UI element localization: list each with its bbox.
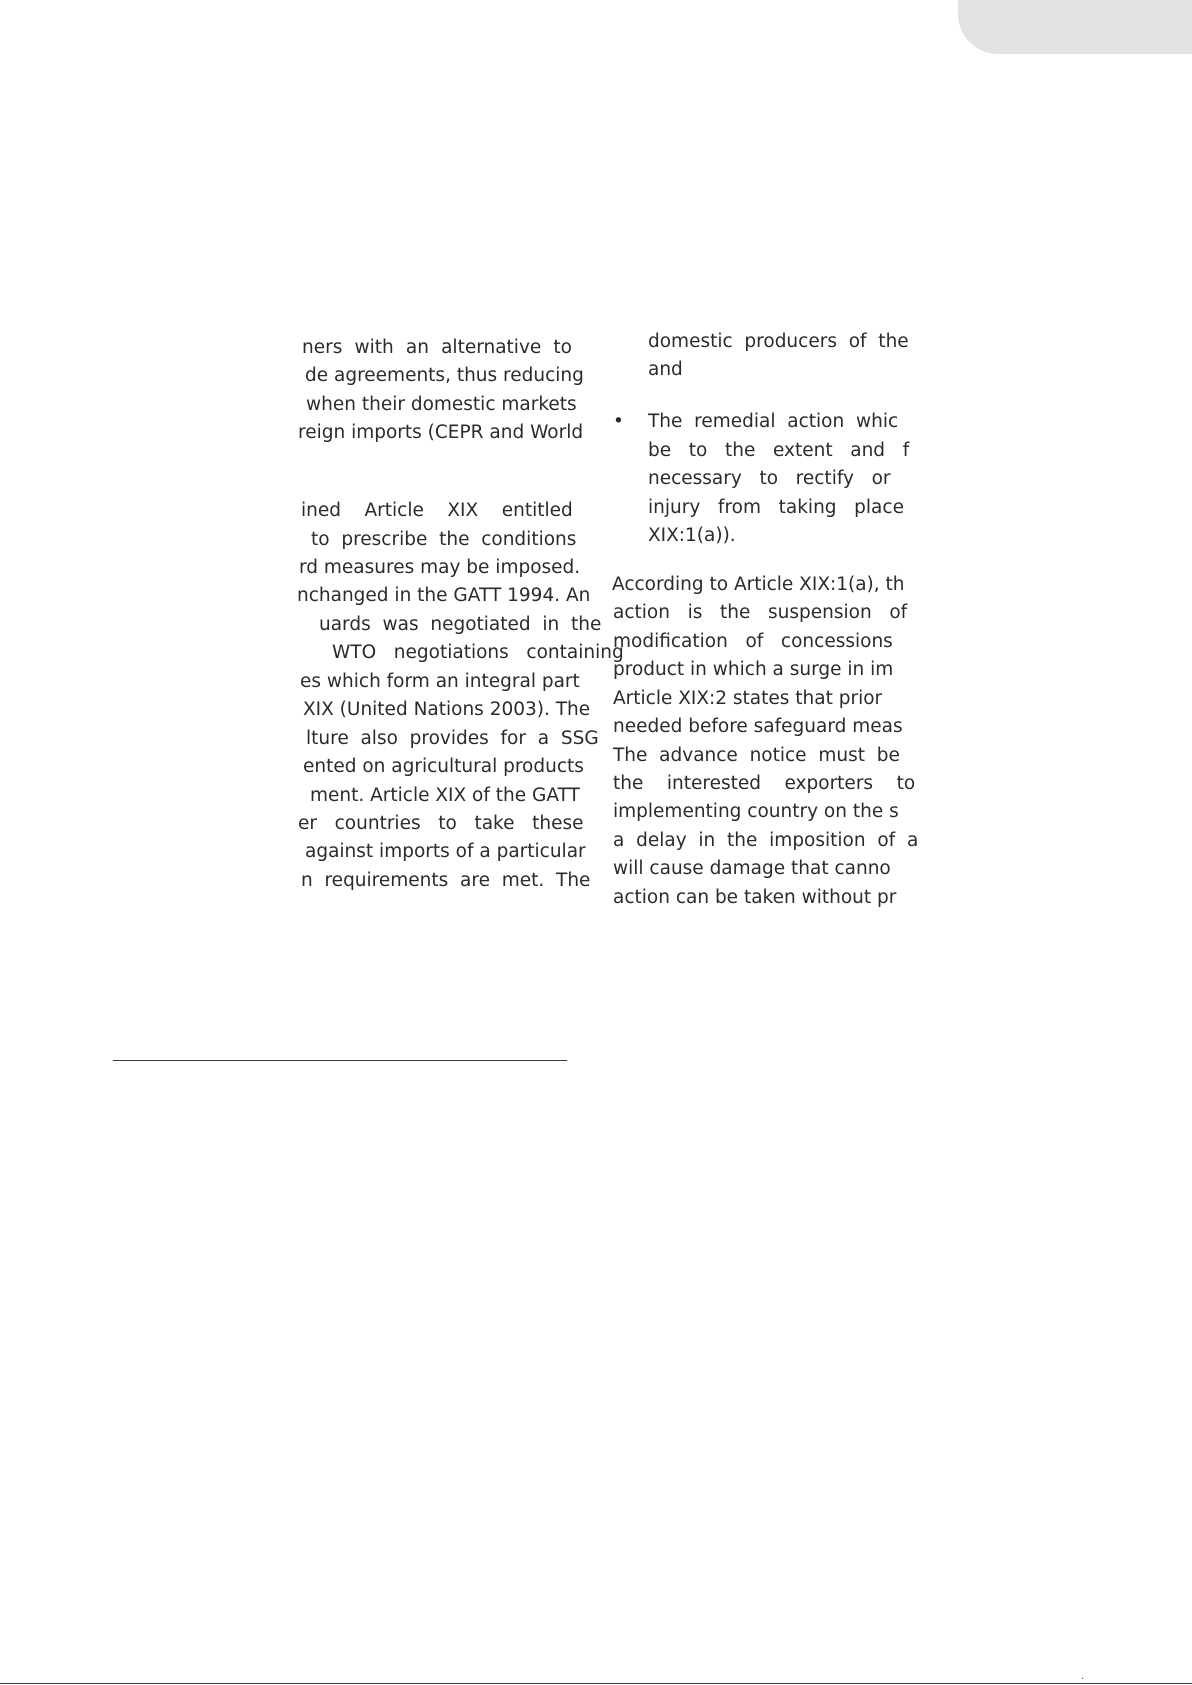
para-line-12: action can be taken without pr	[613, 887, 897, 908]
para-line-8: the interested exporters to	[613, 773, 916, 794]
para-line-11: will cause damage that canno	[613, 858, 891, 879]
left-line-8: nchanged in the GATT 1994. An	[297, 585, 591, 606]
left-line-11: es which form an integral part	[300, 671, 580, 692]
bullet-line-1: The remedial action whic	[648, 411, 899, 432]
bullet-line-5: XIX:1(a)).	[648, 525, 736, 546]
left-line-7: rd measures may be imposed.	[299, 557, 581, 578]
para-line-3: modification of concessions	[613, 631, 893, 652]
footnote-divider	[113, 1060, 567, 1061]
para-line-5: Article XIX:2 states that prior	[613, 688, 883, 709]
left-line-17: against imports of a particular	[305, 841, 586, 862]
bullet-line-4: injury from taking place	[648, 497, 904, 518]
para-line-10: a delay in the imposition of a	[613, 830, 919, 851]
left-line-1: ners with an alternative to	[302, 337, 572, 358]
para-line-7: The advance notice must be	[613, 745, 900, 766]
page-bottom-rule	[0, 1683, 1192, 1684]
left-line-9: uards was negotiated in the	[319, 614, 602, 635]
left-line-14: ented on agricultural products	[303, 756, 584, 777]
left-line-16: er countries to take these	[298, 813, 584, 834]
right-intro-line-2: and	[648, 359, 683, 380]
left-line-13: lture also provides for a SSG	[306, 728, 599, 749]
left-line-10: WTO negotiations containing	[332, 642, 624, 663]
left-line-4: reign imports (CEPR and World	[298, 422, 584, 443]
para-line-6: needed before safeguard meas	[613, 716, 903, 737]
left-line-6: to prescribe the conditions	[311, 529, 577, 550]
right-intro-line-1: domestic producers of the	[648, 331, 909, 352]
para-line-2: action is the suspension of	[613, 602, 908, 623]
corner-tab	[958, 0, 1192, 54]
para-line-9: implementing country on the s	[613, 801, 899, 822]
bullet-line-3: necessary to rectify or	[648, 468, 891, 489]
bullet-line-2: be to the extent and f	[648, 440, 910, 461]
left-line-3: when their domestic markets	[306, 394, 577, 415]
left-line-5: ined Article XIX entitled	[301, 500, 573, 521]
left-line-12: XIX (United Nations 2003). The	[303, 699, 591, 720]
para-line-4: product in which a surge in im	[613, 659, 894, 680]
left-line-18: n requirements are met. The	[301, 870, 591, 891]
left-line-15: ment. Article XIX of the GATT	[310, 785, 580, 806]
para-line-1: According to Article XIX:1(a), th	[612, 574, 905, 595]
left-line-2: de agreements, thus reducing	[305, 365, 584, 386]
page-mark: .	[1081, 1671, 1085, 1682]
bullet-marker: •	[613, 411, 624, 432]
